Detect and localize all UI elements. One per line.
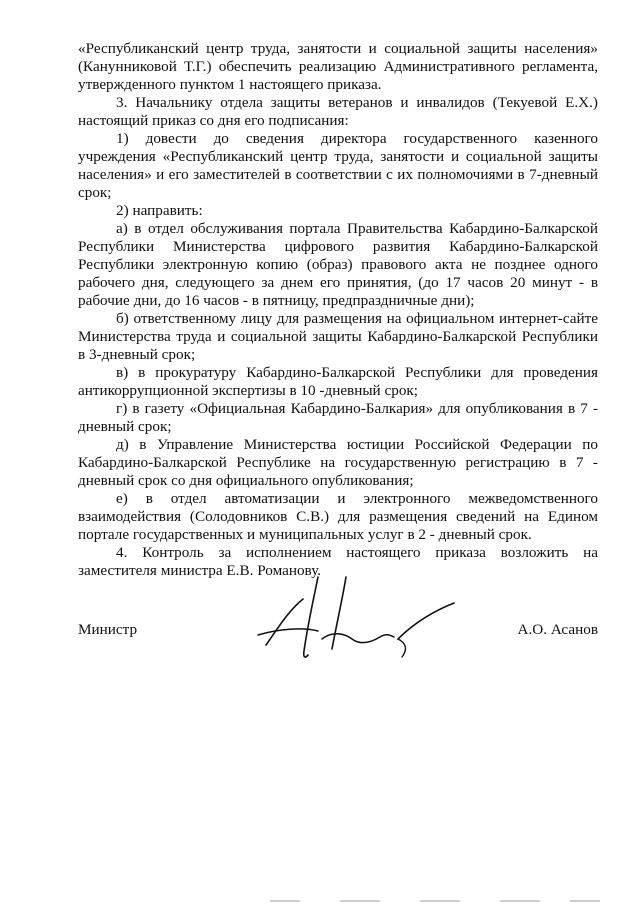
paragraph-item-3-2-g: г) в газету «Официальная Кабардино-Балкария» для опубликования в 7 - дневный срок;	[78, 400, 598, 435]
signatory-title: Министр	[78, 621, 138, 638]
paragraph-item-3-2-b: б) ответственному лицу для размещения на официальном интернет-сайте Министерства труда и социальной защиты Кабардино-Балкарской Республики в 3-дневный срок;	[78, 310, 598, 363]
handwritten-signature	[248, 573, 468, 663]
signature-block	[78, 595, 598, 665]
scan-footer-marks	[270, 897, 600, 903]
paragraph-item-3: 3. Начальнику отдела защиты ветеранов и инвалидов (Текуевой Е.Х.) настоящий приказ со дня его подписания:	[78, 94, 598, 129]
paragraph-item-3-2: 2) направить:	[116, 202, 203, 219]
paragraph-item-3-2-v: в) в прокуратуру Кабардино-Балкарской Республики для проведения антикоррупционной экспертизы в 10 -дневный срок;	[78, 364, 598, 399]
paragraph-item-3-2-a: а) в отдел обслуживания портала Правительства Кабардино-Балкарской Республики Министерства цифрового развития Кабардино-Балкарской Республики электронную копию (образ) правового акта не позднее одного рабочего дня, следующего за днем его принятия, (до 17 часов 20 минут - в рабочие дни, до 16 часов - в пятницу, предпраздничные дни);	[78, 220, 598, 309]
document-body	[78, 40, 598, 580]
paragraph-item-3-2-d: д) в Управление Министерства юстиции Российской Федерации по Кабардино-Балкарской Республике на государственную регистрацию в 7 - дневный срок со дня официального опубликования;	[78, 436, 598, 489]
signatory-name: А.О. Асанов	[517, 621, 598, 638]
paragraph-item-4: 4. Контроль за исполнением настоящего приказа возложить на заместителя министра Е.В. Романову.	[78, 544, 598, 579]
paragraph-item-3-2-e: е) в отдел автоматизации и электронного межведомственного взаимодействия (Солодовников С.В.) для размещения сведений на Едином портале государственных и муниципальных услуг в 2 - дневный срок.	[78, 490, 598, 543]
paragraph-continuation: «Республиканский центр труда, занятости и социальной защиты населения» (Канунниковой Т.Г.) обеспечить реализацию Административного регламента, утвержденного пунктом 1 настоящего приказа.	[78, 40, 598, 93]
paragraph-item-3-1: 1) довести до сведения директора государственного казенного учреждения «Республиканский центр труда, занятости и социальной защиты населения» и его заместителей в соответствии с их полномочиями в 7-дневный срок;	[78, 130, 598, 201]
